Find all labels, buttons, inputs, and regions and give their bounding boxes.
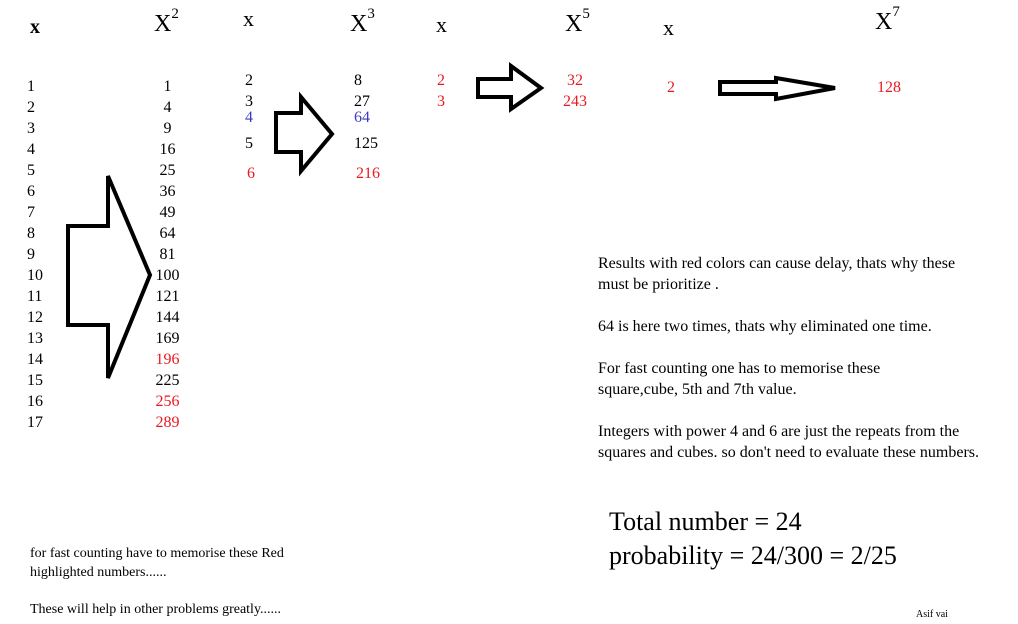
header-x-fifth-power: $X^5$	[565, 6, 590, 37]
header-x-seventh-power: $X^7$	[875, 4, 900, 35]
header-x-seventh: x	[663, 15, 674, 40]
square-x-value: 9	[27, 246, 35, 263]
cube-result-64: 64	[354, 109, 370, 126]
footer-helpful: These will help in other problems greatly......	[30, 602, 282, 617]
cube-result-216: 216	[356, 165, 380, 182]
seventh-x-2: 2	[667, 79, 675, 96]
cube-x-4: 4	[245, 109, 253, 126]
square-result-value: 64	[159, 225, 176, 242]
square-result-value: 16	[159, 141, 176, 158]
square-x-value: 3	[27, 120, 35, 137]
fifth-x-2: 2	[437, 72, 445, 89]
square-result-value: 49	[159, 204, 176, 221]
total-number: Total number = 24	[609, 507, 802, 536]
square-x-value: 4	[27, 141, 35, 158]
square-result-value: 9	[163, 120, 172, 137]
square-result-value: 256	[155, 393, 180, 410]
square-result-value: 196	[155, 351, 180, 368]
square-x-value: 7	[27, 204, 35, 221]
fifth-result-32: 32	[567, 72, 583, 89]
seventh-arrow-icon	[720, 78, 835, 99]
square-result-value: 4	[163, 99, 172, 116]
square-result-value: 144	[155, 309, 180, 326]
cube-x-2: 2	[245, 72, 253, 89]
square-x-value: 14	[27, 351, 43, 368]
signature: Asif vai	[916, 609, 948, 620]
cube-result-27: 27	[354, 93, 370, 110]
footer-memorise-red: for fast counting have to memorise these Red highlighted numbers......	[30, 546, 284, 580]
fifth-arrow-icon	[478, 66, 541, 109]
cube-x-3: 3	[245, 93, 253, 110]
square-result-value: 225	[155, 372, 180, 389]
header-x-fifth: x	[436, 12, 447, 37]
probability-result: probability = 24/300 = 2/25	[609, 541, 897, 570]
big-arrow-icon	[68, 176, 150, 378]
note-power-4-6: Integers with power 4 and 6 are just the repeats from the squares and cubes. so don't need to evaluate these numbers.	[598, 423, 979, 461]
square-x-value: 11	[27, 288, 43, 305]
fifth-result-243: 243	[563, 93, 587, 110]
square-x-value: 15	[27, 372, 43, 389]
header-x-cubed: $X^3$	[350, 6, 375, 37]
square-x-value: 8	[27, 225, 35, 242]
square-x-value: 17	[27, 414, 43, 431]
square-x-value: 6	[27, 183, 35, 200]
square-result-value: 100	[155, 267, 180, 284]
seventh-result-128: 128	[877, 79, 901, 96]
cube-arrow-icon	[276, 97, 332, 171]
cube-x-6: 6	[247, 165, 255, 182]
square-result-value: 25	[159, 162, 176, 179]
header-x-squares: x	[30, 16, 40, 38]
square-result-value: 121	[155, 288, 180, 305]
cube-result-8: 8	[354, 72, 362, 89]
square-result-value: 36	[159, 183, 176, 200]
square-x-value: 1	[27, 78, 35, 95]
square-result-value: 1	[163, 78, 172, 95]
square-result-value: 81	[159, 246, 176, 263]
fifth-x-3: 3	[437, 93, 445, 110]
cube-x-5: 5	[245, 135, 253, 152]
square-result-value: 169	[155, 330, 180, 347]
header-x-cubes: x	[243, 6, 254, 31]
note-64-eliminated: 64 is here two times, thats why eliminated one time.	[598, 318, 932, 335]
note-memorise: For fast counting one has to memorise these square,cube, 5th and 7th value.	[598, 360, 881, 398]
square-result-value: 289	[155, 414, 180, 431]
square-x-value: 2	[27, 99, 35, 116]
square-x-value: 16	[27, 393, 43, 410]
square-x-value: 13	[27, 330, 43, 347]
note-red-priority: Results with red colors can cause delay, thats why these must be prioritize .	[598, 255, 956, 293]
square-x-value: 12	[27, 309, 43, 326]
cube-result-125: 125	[354, 135, 378, 152]
square-x-value: 10	[27, 267, 43, 284]
square-x-value: 5	[27, 162, 35, 179]
header-x-squared: $X^2$	[154, 6, 179, 37]
